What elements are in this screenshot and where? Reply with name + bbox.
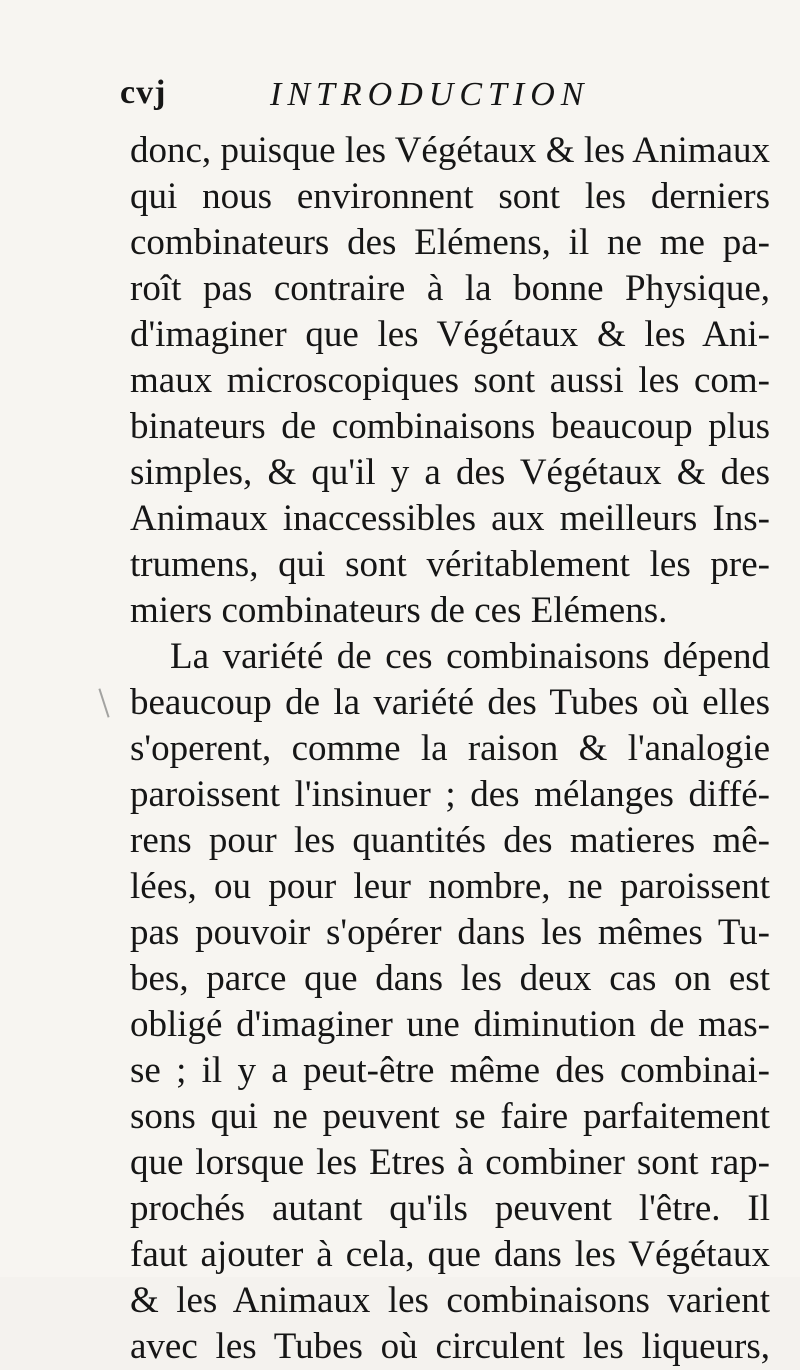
text-line: sons qui ne peuvent se faire parfaitement: [130, 1096, 770, 1137]
running-head: INTRODUCTION: [270, 76, 590, 113]
text-line: roît pas contraire à la bonne Physique,: [130, 268, 770, 309]
text-line: se ; il y a peut-être même des combinai-: [130, 1050, 770, 1091]
text-line: paroissent l'insinuer ; des mélanges diffé-: [130, 774, 770, 815]
text-line: beaucoup de la variété des Tubes où elles: [130, 682, 770, 723]
text-line: combinateurs des Elémens, il ne me pa-: [130, 222, 770, 263]
text-line: bes, parce que dans les deux cas on est: [130, 958, 770, 999]
text-line: d'imaginer que les Végétaux & les Ani-: [130, 314, 770, 355]
text-line: s'operent, comme la raison & l'analogie: [130, 728, 770, 769]
text-line: lées, ou pour leur nombre, ne paroissent: [130, 866, 770, 907]
text-line: binateurs de combinaisons beaucoup plus: [130, 406, 770, 447]
text-line: donc, puisque les Végétaux & les Animaux: [130, 130, 770, 171]
margin-mark: [98, 688, 109, 717]
text-line: qui nous environnent sont les derniers: [130, 176, 770, 217]
text-line: pas pouvoir s'opérer dans les mêmes Tu-: [130, 912, 770, 953]
text-line: rens pour les quantités des matieres mê-: [130, 820, 770, 861]
text-line: miers combinateurs de ces Elémens.: [130, 590, 668, 631]
text-line: avec les Tubes où circulent les liqueurs,: [130, 1326, 770, 1367]
text-line: simples, & qu'il y a des Végétaux & des: [130, 452, 770, 493]
text-line: Animaux inaccessibles aux meilleurs Ins-: [130, 498, 770, 539]
page-header: [120, 72, 640, 122]
text-line: que lorsque les Etres à combiner sont rap-: [130, 1142, 770, 1183]
text-line: trumens, qui sont véritablement les pre-: [130, 544, 770, 585]
text-line: maux microscopiques sont aussi les com-: [130, 360, 770, 401]
text-line: La variété de ces combinaisons dépend: [170, 636, 770, 677]
text-line: faut ajouter à cela, que dans les Végétaux: [130, 1234, 770, 1275]
text-line: prochés autant qu'ils peuvent l'être. Il: [130, 1188, 770, 1229]
body-text: [130, 128, 770, 1370]
text-line: obligé d'imaginer une diminution de mas-: [130, 1004, 770, 1045]
page-number: cvj: [120, 74, 167, 111]
text-line: & les Animaux les combinaisons varient: [130, 1280, 770, 1321]
